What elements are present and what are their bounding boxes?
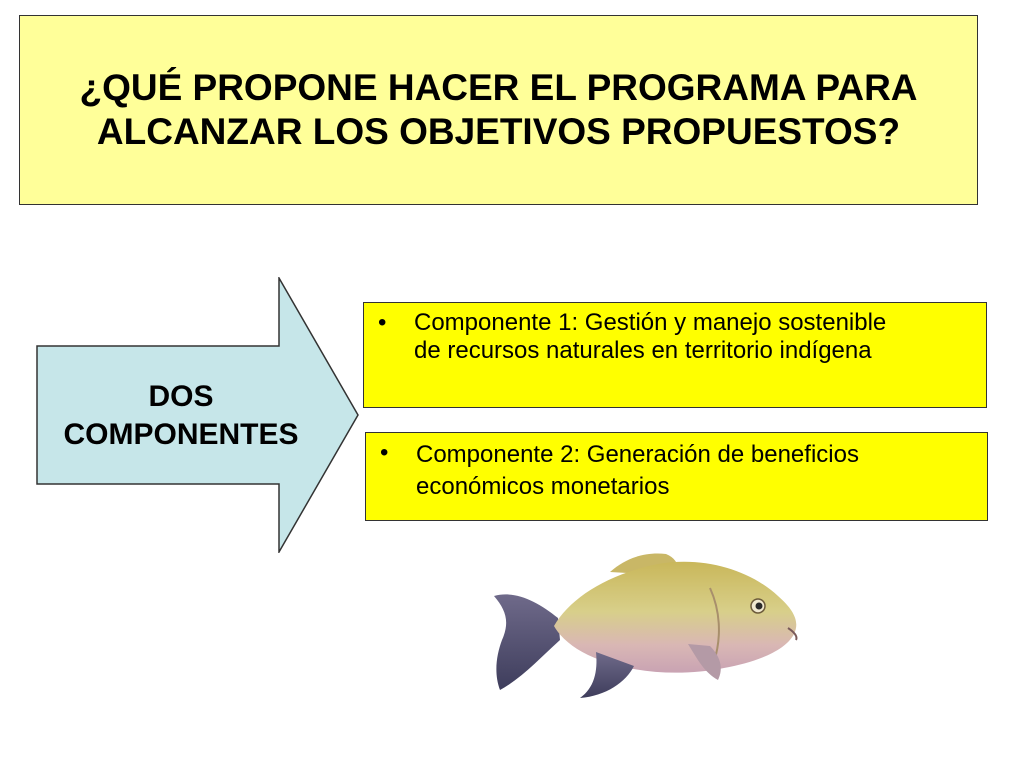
bullet: • — [378, 309, 387, 336]
title-box — [19, 15, 978, 205]
arrow-label: DOS COMPONENTES — [63, 380, 299, 451]
fish-icon — [488, 540, 808, 700]
slide-title: ¿QUÉ PROPONE HACER EL PROGRAMA PARA ALCANZAR LOS OBJETIVOS PROPUESTOS? — [79, 67, 918, 152]
component-2-box — [365, 432, 988, 521]
component-1-box — [363, 302, 987, 408]
component-1-text: Componente 1: Gestión y manejo sostenible de recursos naturales en territorio indígena — [414, 309, 887, 364]
bullet: • — [380, 439, 389, 466]
component-2-text: Componente 2: Generación de beneficios económicos monetarios — [416, 441, 859, 500]
